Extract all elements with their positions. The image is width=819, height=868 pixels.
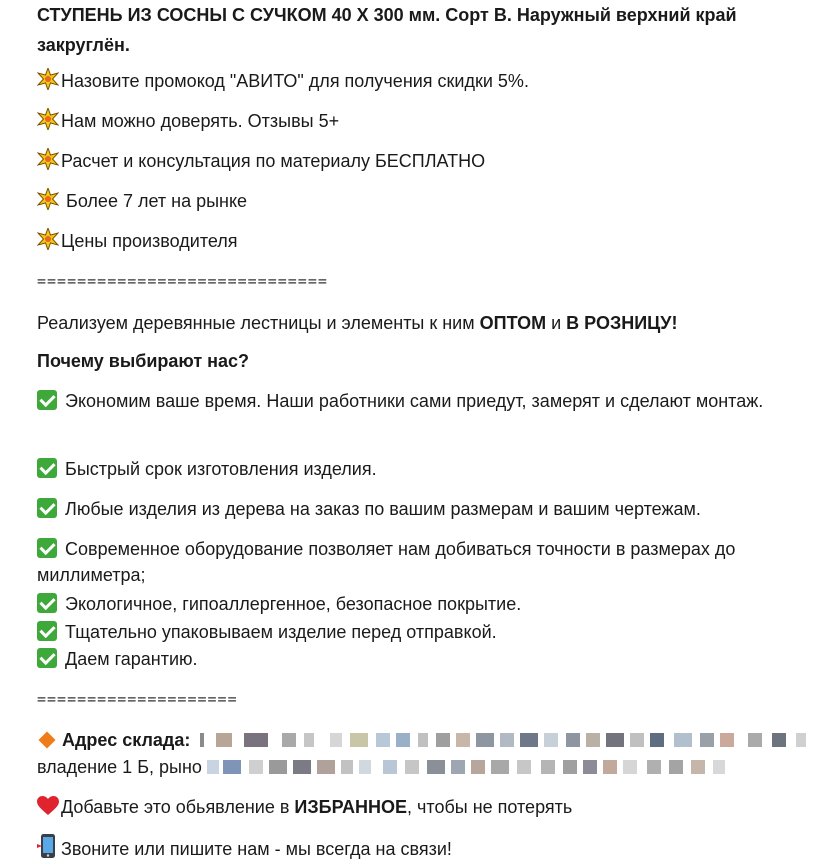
reason-item <box>37 591 521 617</box>
wholesale-line <box>37 310 678 336</box>
promo-line-2 <box>37 108 339 134</box>
reason-text: Современное оборудование позволяет нам добиваться точности в размерах до миллиметра; <box>37 539 736 585</box>
wholesale-prefix: Реализуем деревянные лестницы и элементы к ним <box>37 313 480 333</box>
reason-item <box>37 496 701 522</box>
reason-text: Даем гарантию. <box>65 649 198 669</box>
check-mark-icon <box>37 390 57 410</box>
listing-title: СТУПЕНЬ ИЗ СОСНЫ С СУЧКОМ 40 Х 300 мм. Сорт В. Наружный верхний край закруглён. <box>37 5 737 55</box>
red-heart-icon <box>37 796 59 816</box>
favorites-suffix: , чтобы не потерять <box>407 797 573 817</box>
favorites-bold: ИЗБРАННОЕ <box>294 797 408 817</box>
reason-item <box>37 456 377 482</box>
reason-item <box>37 646 198 672</box>
redacted-address-2 <box>207 760 737 774</box>
address-line-2 <box>37 754 202 780</box>
promo-text: Цены производителя <box>61 231 238 251</box>
promo-text: Расчет и консультация по материалу БЕСПЛАТНО <box>61 151 486 171</box>
address-line <box>37 727 190 753</box>
check-mark-icon <box>37 593 57 613</box>
promo-line-4 <box>37 188 247 214</box>
wholesale-middle: и <box>546 313 567 333</box>
reason-text: Экологичное, гипоаллергенное, безопасное покрытие. <box>65 594 522 614</box>
sparkle-star-icon <box>37 68 59 90</box>
check-mark-icon <box>37 498 57 518</box>
separator: ============================= <box>37 272 328 290</box>
promo-text: Более 7 лет на рынке <box>61 191 248 211</box>
favorites-line <box>37 794 572 820</box>
reason-text: Экономим ваше время. Наши работники сами приедут, замерят и сделают монтаж. <box>65 391 764 411</box>
reason-item <box>37 619 497 645</box>
reason-text: Тщательно упаковываем изделие перед отправкой. <box>65 622 497 642</box>
orange-diamond-icon <box>39 732 56 749</box>
reason-text: Любые изделия из дерева на заказ по вашим размерам и вашим чертежам. <box>65 499 701 519</box>
promo-text: Нам можно доверять. Отзывы 5+ <box>61 111 340 131</box>
sparkle-star-icon <box>37 148 59 170</box>
check-mark-icon <box>37 621 57 641</box>
reason-text: Быстрый срок изготовления изделия. <box>65 459 377 479</box>
contact-text: Звоните или пишите нам - мы всегда на связи! <box>61 839 452 859</box>
redacted-address <box>200 733 795 747</box>
wholesale-bold-2: В РОЗНИЦУ! <box>566 313 678 333</box>
address-line2-prefix: владение 1 Б, рыно <box>37 757 202 777</box>
favorites-prefix: Добавьте это обьявление в <box>61 797 295 817</box>
contact-line <box>37 834 452 862</box>
sparkle-star-icon <box>37 188 59 210</box>
promo-line-1 <box>37 68 529 94</box>
promo-line-3 <box>37 148 485 174</box>
why-heading: Почему выбирают нас? <box>37 351 250 371</box>
address-label: Адрес склада: <box>62 730 191 750</box>
check-mark-icon <box>37 538 57 558</box>
mobile-phone-icon <box>37 834 59 858</box>
reason-item <box>37 388 807 414</box>
reason-item <box>37 536 807 588</box>
separator: ==================== <box>37 690 238 708</box>
wholesale-bold-1: ОПТОМ <box>479 313 547 333</box>
promo-line-5 <box>37 228 238 254</box>
promo-text: Назовите промокод "АВИТО" для получения скидки 5%. <box>61 71 529 91</box>
sparkle-star-icon <box>37 228 59 250</box>
check-mark-icon <box>37 458 57 478</box>
sparkle-star-icon <box>37 108 59 130</box>
check-mark-icon <box>37 648 57 668</box>
